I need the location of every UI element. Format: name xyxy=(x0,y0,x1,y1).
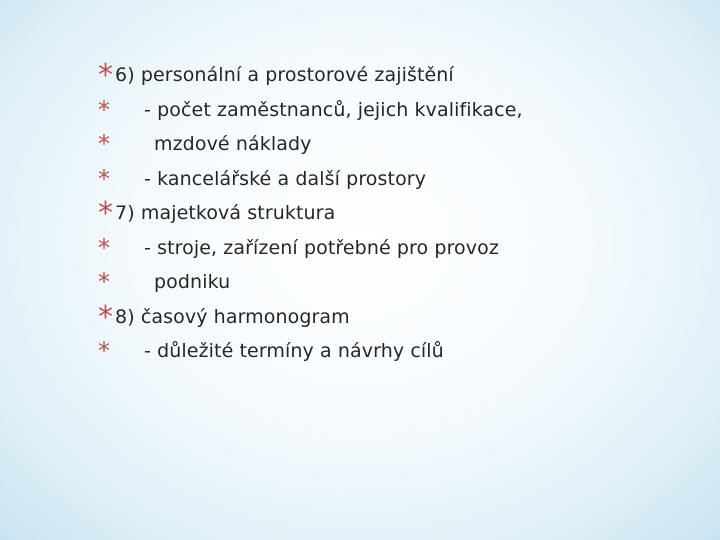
asterisk-bullet-icon: * xyxy=(98,233,110,262)
list-item-text: mzdové náklady xyxy=(154,133,312,155)
asterisk-bullet-icon: * xyxy=(98,337,110,365)
list-item-text: - počet zaměstnanců, jejich kvalifikace, xyxy=(144,98,523,121)
asterisk-bullet-icon: * xyxy=(98,130,110,158)
list-item-text: 6) personální a prostorové zajištění xyxy=(115,64,454,86)
list-item-text: - kancelářské a další prostory xyxy=(144,167,427,190)
asterisk-bullet-icon: * xyxy=(98,268,110,296)
list-item xyxy=(98,196,698,231)
list-item xyxy=(98,93,698,128)
list-item xyxy=(98,334,698,369)
list-item-text: - stroje, zařízení potřebné pro provoz xyxy=(144,236,499,259)
list-item xyxy=(98,231,698,266)
list-item xyxy=(98,265,698,300)
list-item xyxy=(98,162,698,197)
list-item-text: 8) časový harmonogram xyxy=(115,305,350,328)
list-item-text: podniku xyxy=(154,271,231,293)
list-item xyxy=(98,127,698,162)
asterisk-bullet-icon: * xyxy=(98,164,110,193)
asterisk-bullet-icon: * xyxy=(98,196,113,231)
bullet-list xyxy=(98,58,698,369)
list-item-text: 7) majetková struktura xyxy=(115,202,336,224)
asterisk-bullet-icon: * xyxy=(98,95,110,124)
asterisk-bullet-icon: * xyxy=(98,58,113,93)
list-item-text: - důležité termíny a návrhy cílů xyxy=(144,340,444,362)
list-item xyxy=(98,300,698,335)
list-item xyxy=(98,58,698,93)
asterisk-bullet-icon: * xyxy=(98,299,113,335)
